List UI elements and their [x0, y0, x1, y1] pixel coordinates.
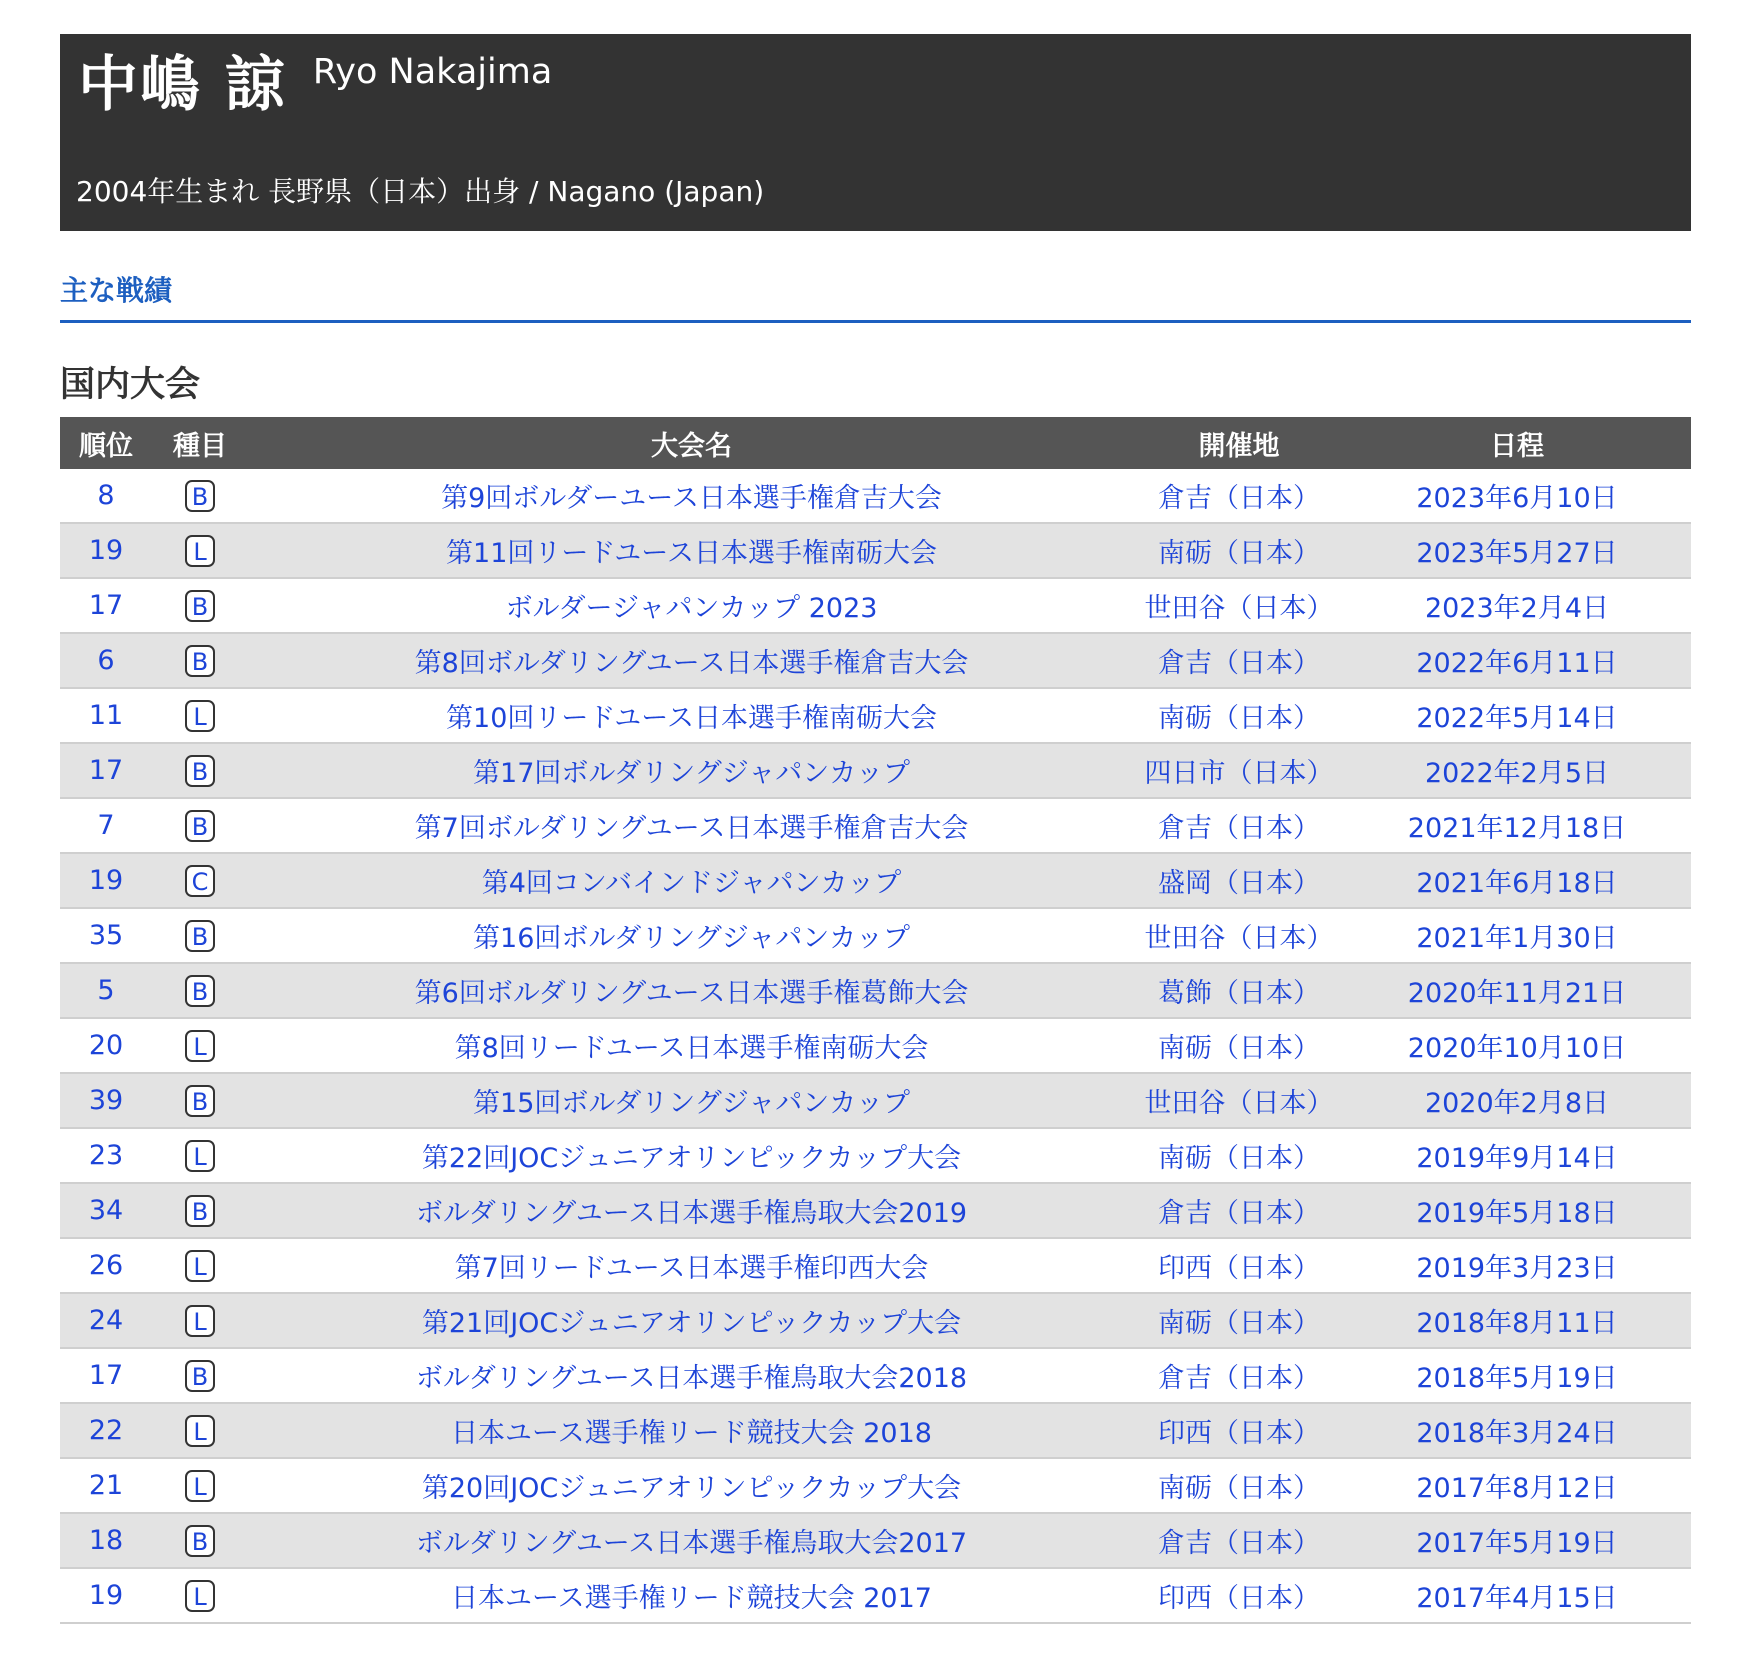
date-link[interactable]: 2020年11月21日 [1407, 978, 1627, 1009]
cell-rank [60, 963, 152, 1018]
competition-name-link[interactable]: 第7回ボルダリングユース日本選手権倉吉大会 [414, 813, 969, 844]
date-link[interactable]: 2017年4月15日 [1416, 1583, 1618, 1614]
result-rank[interactable]: 24 [88, 1305, 124, 1336]
venue-link[interactable]: 葛飾（日本） [1158, 978, 1320, 1009]
athlete-birth-origin: 2004年生まれ 長野県（日本）出身 / Nagano (Japan) [76, 175, 765, 208]
cell-date [1343, 1018, 1691, 1073]
date-link[interactable]: 2018年5月19日 [1416, 1363, 1618, 1394]
cell-rank [60, 1458, 152, 1513]
date-link[interactable]: 2020年10月10日 [1407, 1033, 1627, 1064]
cell-event [152, 688, 248, 743]
cell-name [248, 1073, 1135, 1128]
section-tab-label: 主な戦績 [60, 274, 173, 307]
cell-date [1343, 469, 1691, 523]
result-rank[interactable]: 20 [88, 1030, 124, 1061]
table-row[interactable] [60, 1513, 1691, 1568]
cell-name [248, 1238, 1135, 1293]
cell-event [152, 908, 248, 963]
table-row[interactable] [60, 798, 1691, 853]
cell-name [248, 1458, 1135, 1513]
result-rank[interactable]: 35 [88, 920, 124, 951]
event-badge: L [185, 1580, 215, 1612]
cell-venue [1135, 1293, 1343, 1348]
event-badge: B [185, 975, 215, 1007]
cell-event [152, 633, 248, 688]
cell-venue [1135, 1018, 1343, 1073]
cell-rank [60, 1018, 152, 1073]
venue-link[interactable]: 印西（日本） [1158, 1418, 1320, 1449]
venue-link[interactable]: 南砺（日本） [1158, 1033, 1320, 1064]
event-badge: L [185, 1415, 215, 1447]
date-link[interactable]: 2023年6月10日 [1416, 483, 1618, 514]
header-rank: 順位 [60, 417, 152, 469]
event-badge: L [185, 1305, 215, 1337]
cell-rank [60, 1183, 152, 1238]
cell-event [152, 743, 248, 798]
header-venue: 開催地 [1135, 417, 1343, 469]
date-link[interactable]: 2023年2月4日 [1424, 593, 1610, 624]
competition-name-link[interactable]: 第10回リードユース日本選手権南砺大会 [446, 703, 937, 734]
date-link[interactable]: 2019年9月14日 [1416, 1143, 1618, 1174]
cell-name [248, 633, 1135, 688]
cell-date [1343, 1403, 1691, 1458]
result-rank[interactable]: 22 [88, 1415, 124, 1446]
venue-link[interactable]: 南砺（日本） [1158, 703, 1320, 734]
competition-name-link[interactable]: 第7回リードユース日本選手権印西大会 [454, 1253, 929, 1284]
cell-name [248, 469, 1135, 523]
cell-event [152, 523, 248, 578]
cell-event [152, 1073, 248, 1128]
cell-rank [60, 1293, 152, 1348]
event-badge: B [185, 1195, 215, 1227]
athlete-name-en: Ryo Nakajima [312, 52, 553, 92]
result-rank[interactable]: 17 [88, 1360, 124, 1391]
athlete-name [78, 46, 1691, 124]
table-row[interactable] [60, 1568, 1691, 1623]
result-rank[interactable]: 34 [88, 1195, 124, 1226]
cell-date [1343, 1238, 1691, 1293]
cell-venue [1135, 1238, 1343, 1293]
event-badge: B [185, 1525, 215, 1557]
table-row[interactable] [60, 1128, 1691, 1183]
cell-venue [1135, 633, 1343, 688]
event-badge: B [185, 810, 215, 842]
competition-name-link[interactable]: 第11回リードユース日本選手権南砺大会 [446, 538, 937, 569]
table-row[interactable] [60, 1238, 1691, 1293]
table-row[interactable] [60, 1348, 1691, 1403]
table-row[interactable] [60, 688, 1691, 743]
cell-venue [1135, 688, 1343, 743]
cell-rank [60, 578, 152, 633]
date-link[interactable]: 2022年5月14日 [1416, 703, 1618, 734]
cell-event [152, 1018, 248, 1073]
cell-venue [1135, 1348, 1343, 1403]
cell-rank [60, 1128, 152, 1183]
cell-event [152, 1568, 248, 1623]
result-rank[interactable]: 19 [88, 865, 124, 896]
cell-venue [1135, 469, 1343, 523]
competition-name-link[interactable]: 第21回JOCジュニアオリンピックカップ大会 [421, 1308, 962, 1339]
cell-event [152, 963, 248, 1018]
cell-date [1343, 688, 1691, 743]
date-link[interactable]: 2017年8月12日 [1416, 1473, 1618, 1504]
cell-name [248, 1403, 1135, 1458]
cell-name [248, 688, 1135, 743]
cell-name [248, 908, 1135, 963]
event-badge: L [185, 1470, 215, 1502]
cell-rank [60, 908, 152, 963]
date-link[interactable]: 2021年12月18日 [1407, 813, 1627, 844]
table-row[interactable] [60, 1073, 1691, 1128]
venue-link[interactable]: 南砺（日本） [1158, 1308, 1320, 1339]
cell-date [1343, 1128, 1691, 1183]
result-rank[interactable]: 26 [88, 1250, 124, 1281]
date-link[interactable]: 2022年6月11日 [1416, 648, 1618, 679]
event-badge: L [185, 535, 215, 567]
cell-venue [1135, 1513, 1343, 1568]
date-link[interactable]: 2017年5月19日 [1416, 1528, 1618, 1559]
venue-link[interactable]: 世田谷（日本） [1144, 923, 1334, 954]
competition-name-link[interactable]: ボルダージャパンカップ 2023 [505, 593, 878, 624]
result-rank[interactable]: 7 [97, 810, 115, 841]
cell-event [152, 1183, 248, 1238]
result-rank[interactable]: 23 [88, 1140, 124, 1171]
result-rank[interactable]: 21 [88, 1470, 124, 1501]
date-link[interactable]: 2018年3月24日 [1416, 1418, 1618, 1449]
cell-date [1343, 853, 1691, 908]
competition-name-link[interactable]: 第22回JOCジュニアオリンピックカップ大会 [421, 1143, 962, 1174]
cell-date [1343, 798, 1691, 853]
cell-venue [1135, 523, 1343, 578]
venue-link[interactable]: 印西（日本） [1158, 1253, 1320, 1284]
competition-name-link[interactable]: 第9回ボルダーユース日本選手権倉吉大会 [441, 483, 942, 514]
competition-name-link[interactable]: ボルダリングユース日本選手権鳥取大会2017 [415, 1528, 968, 1559]
cell-event [152, 1403, 248, 1458]
cell-rank [60, 1348, 152, 1403]
event-badge: C [185, 865, 215, 897]
table-row[interactable] [60, 523, 1691, 578]
results-table-header [60, 417, 1691, 469]
cell-event [152, 1128, 248, 1183]
competition-name-link[interactable]: 第15回ボルダリングジャパンカップ [473, 1088, 910, 1119]
venue-link[interactable]: 南砺（日本） [1158, 1143, 1320, 1174]
competition-name-link[interactable]: 第20回JOCジュニアオリンピックカップ大会 [421, 1473, 962, 1504]
date-link[interactable]: 2023年5月27日 [1416, 538, 1618, 569]
section-tab-results[interactable] [60, 275, 1691, 323]
header-competition: 大会名 [248, 417, 1135, 469]
event-badge: L [185, 700, 215, 732]
cell-venue [1135, 1073, 1343, 1128]
event-badge: B [185, 645, 215, 677]
table-row[interactable] [60, 963, 1691, 1018]
cell-venue [1135, 1568, 1343, 1623]
table-row[interactable] [60, 853, 1691, 908]
cell-venue [1135, 798, 1343, 853]
cell-venue [1135, 853, 1343, 908]
venue-link[interactable]: 倉吉（日本） [1158, 1363, 1320, 1394]
cell-name [248, 523, 1135, 578]
result-rank[interactable]: 8 [97, 480, 115, 511]
cell-rank [60, 523, 152, 578]
cell-event [152, 853, 248, 908]
domestic-heading: 国内大会 [60, 365, 201, 405]
cell-date [1343, 1073, 1691, 1128]
cell-venue [1135, 743, 1343, 798]
result-rank[interactable]: 19 [88, 535, 124, 566]
result-rank[interactable]: 39 [88, 1085, 124, 1116]
cell-name [248, 1348, 1135, 1403]
venue-link[interactable]: 倉吉（日本） [1158, 1198, 1320, 1229]
cell-date [1343, 1293, 1691, 1348]
date-link[interactable]: 2022年2月5日 [1424, 758, 1610, 789]
cell-name [248, 853, 1135, 908]
competition-name-link[interactable]: 第4回コンバインドジャパンカップ [481, 868, 902, 899]
table-row[interactable] [60, 633, 1691, 688]
venue-link[interactable]: 世田谷（日本） [1144, 1088, 1334, 1119]
table-row[interactable] [60, 1403, 1691, 1458]
cell-rank [60, 1238, 152, 1293]
cell-rank [60, 688, 152, 743]
cell-date [1343, 523, 1691, 578]
date-link[interactable]: 2019年3月23日 [1416, 1253, 1618, 1284]
cell-date [1343, 1458, 1691, 1513]
competition-name-link[interactable]: 日本ユース選手権リード競技大会 2017 [451, 1583, 932, 1614]
cell-rank [60, 743, 152, 798]
cell-date [1343, 578, 1691, 633]
cell-rank [60, 1568, 152, 1623]
cell-name [248, 743, 1135, 798]
profile-page [60, 34, 1691, 1624]
table-row[interactable] [60, 743, 1691, 798]
venue-link[interactable]: 南砺（日本） [1158, 538, 1320, 569]
event-badge: B [185, 755, 215, 787]
venue-link[interactable]: 倉吉（日本） [1158, 483, 1320, 514]
table-row[interactable] [60, 578, 1691, 633]
header-date: 日程 [1343, 417, 1691, 469]
date-link[interactable]: 2021年1月30日 [1416, 923, 1618, 954]
cell-name [248, 1018, 1135, 1073]
cell-date [1343, 1568, 1691, 1623]
cell-rank [60, 469, 152, 523]
cell-rank [60, 1403, 152, 1458]
result-rank[interactable]: 19 [88, 1580, 124, 1611]
cell-date [1343, 1348, 1691, 1403]
event-badge: B [185, 920, 215, 952]
table-row[interactable] [60, 1183, 1691, 1238]
event-badge: B [185, 1360, 215, 1392]
cell-event [152, 1293, 248, 1348]
cell-name [248, 1568, 1135, 1623]
table-row[interactable] [60, 469, 1691, 523]
venue-link[interactable]: 南砺（日本） [1158, 1473, 1320, 1504]
cell-venue [1135, 1403, 1343, 1458]
cell-event [152, 1513, 248, 1568]
header-event: 種目 [152, 417, 248, 469]
cell-name [248, 1183, 1135, 1238]
cell-rank [60, 798, 152, 853]
competition-name-link[interactable]: 第16回ボルダリングジャパンカップ [473, 923, 910, 954]
results-table-body [60, 469, 1691, 1623]
cell-venue [1135, 1458, 1343, 1513]
cell-event [152, 1238, 248, 1293]
event-badge: L [185, 1030, 215, 1062]
cell-name [248, 1513, 1135, 1568]
result-rank[interactable]: 18 [88, 1525, 124, 1556]
venue-link[interactable]: 四日市（日本） [1144, 758, 1334, 789]
cell-name [248, 798, 1135, 853]
date-link[interactable]: 2019年5月18日 [1416, 1198, 1618, 1229]
result-rank[interactable]: 5 [97, 975, 115, 1006]
venue-link[interactable]: 倉吉（日本） [1158, 813, 1320, 844]
table-row[interactable] [60, 908, 1691, 963]
cell-event [152, 1458, 248, 1513]
competition-name-link[interactable]: 日本ユース選手権リード競技大会 2018 [451, 1418, 932, 1449]
cell-rank [60, 1513, 152, 1568]
cell-date [1343, 743, 1691, 798]
cell-venue [1135, 963, 1343, 1018]
cell-event [152, 1348, 248, 1403]
competition-name-link[interactable]: 第17回ボルダリングジャパンカップ [473, 758, 910, 789]
result-rank[interactable]: 17 [88, 590, 124, 621]
cell-name [248, 963, 1135, 1018]
cell-date [1343, 908, 1691, 963]
table-row[interactable] [60, 1018, 1691, 1073]
event-badge: B [185, 480, 215, 512]
cell-venue [1135, 1183, 1343, 1238]
cell-rank [60, 1073, 152, 1128]
result-rank[interactable]: 11 [88, 700, 124, 731]
cell-rank [60, 633, 152, 688]
venue-link[interactable]: 印西（日本） [1158, 1583, 1320, 1614]
cell-date [1343, 963, 1691, 1018]
date-link[interactable]: 2021年6月18日 [1416, 868, 1618, 899]
cell-date [1343, 1513, 1691, 1568]
competition-name-link[interactable]: ボルダリングユース日本選手権鳥取大会2019 [415, 1198, 968, 1229]
venue-link[interactable]: 倉吉（日本） [1158, 648, 1320, 679]
table-row[interactable] [60, 1458, 1691, 1513]
venue-link[interactable]: 盛岡（日本） [1158, 868, 1320, 899]
cell-venue [1135, 908, 1343, 963]
competition-name-link[interactable]: 第8回ボルダリングユース日本選手権倉吉大会 [414, 648, 969, 679]
venue-link[interactable]: 世田谷（日本） [1144, 593, 1334, 624]
competition-name-link[interactable]: 第8回リードユース日本選手権南砺大会 [454, 1033, 929, 1064]
date-link[interactable]: 2018年8月11日 [1416, 1308, 1618, 1339]
cell-rank [60, 853, 152, 908]
result-rank[interactable]: 6 [97, 645, 115, 676]
cell-event [152, 469, 248, 523]
cell-name [248, 578, 1135, 633]
cell-venue [1135, 578, 1343, 633]
results-table [60, 417, 1691, 1624]
cell-name [248, 1128, 1135, 1183]
event-badge: B [185, 590, 215, 622]
result-rank[interactable]: 17 [88, 755, 124, 786]
cell-date [1343, 1183, 1691, 1238]
event-badge: L [185, 1140, 215, 1172]
competition-name-link[interactable]: ボルダリングユース日本選手権鳥取大会2018 [415, 1363, 968, 1394]
athlete-name-ja: 中嶋 諒 [78, 50, 287, 120]
table-row[interactable] [60, 1293, 1691, 1348]
event-badge: B [185, 1085, 215, 1117]
cell-date [1343, 633, 1691, 688]
date-link[interactable]: 2020年2月8日 [1424, 1088, 1610, 1119]
venue-link[interactable]: 倉吉（日本） [1158, 1528, 1320, 1559]
cell-event [152, 578, 248, 633]
cell-name [248, 1293, 1135, 1348]
cell-event [152, 798, 248, 853]
athlete-header [60, 34, 1691, 231]
competition-name-link[interactable]: 第6回ボルダリングユース日本選手権葛飾大会 [414, 978, 969, 1009]
event-badge: L [185, 1250, 215, 1282]
cell-venue [1135, 1128, 1343, 1183]
